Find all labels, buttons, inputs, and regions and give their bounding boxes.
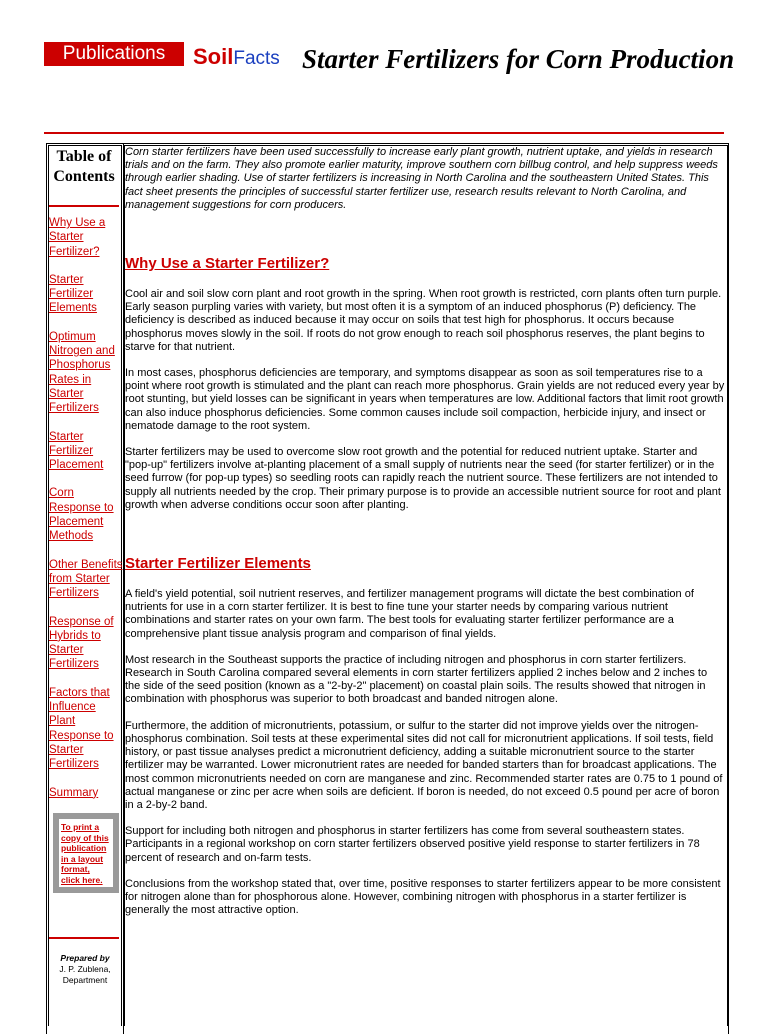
print-box: [53, 813, 119, 893]
toc-link-optimum-rates[interactable]: Optimum Nitrogen and Phosphorus Rates in Starter Fertilizers: [49, 330, 115, 415]
intro-paragraph: Corn starter fertilizers have been used successfully to increase early plant growth, nutrient uptake, and yields in research trials and on the farm. They also promote earlier maturity, improve southern corn billbug control, and help suppress weeds through earlier shading. Use of starter fertilizers is increasing in North Carolina and the southeastern United States. This fact sheet presents the principles of successful starter fertilizer use, research results relevant to North Carolina, and management suggestions for corn producers.: [125, 146, 718, 211]
page-title: Starter Fertilizers for Corn Production: [302, 44, 735, 74]
toc-link-placement[interactable]: Starter Fertilizer Placement: [49, 430, 104, 472]
main-content: [125, 146, 725, 917]
section2-paragraph: Furthermore, the addition of micronutrients, potassium, or sulfur to the starter did not improve yields over the nitrogen-phosphorus combination. Soil tests at these experimental sites did not call for micronutrient applications. If soil tests, field history, or past tissue analyses predict a micronutrient deficiency, adding a suitable micronutrient source to the starter fertilizer may be warranted. Lower micronutrient rates are needed for banded starters than for broadcast applications. The most common micronutrients needed on corn are manganese and zinc. Recommended starter rates are 0.75 to 1 pound of actual manganese or zinc per acre when soils are deficient. If boron is needed, do not exceed 0.5 pound per acre of boron in a 2-by-2 band.: [125, 719, 723, 811]
header-divider: [44, 132, 724, 134]
toc-link-elements[interactable]: Starter Fertilizer Elements: [49, 273, 97, 315]
soilfacts-logo[interactable]: [193, 44, 280, 70]
section2-paragraph: Support for including both nitrogen and phosphorus in starter fertilizers has come from several southeastern states. Participants in a regional workshop on corn starter fertilizers observed positive yield response to starter fertilizers in 78 percent of research and on-farm tests.: [125, 825, 700, 864]
print-link[interactable]: To print a copy of this publication in a layout format, click here.: [59, 819, 113, 887]
section1-paragraph: In most cases, phosphorus deficiencies are temporary, and symptoms disappear as soon as soil temperatures rise to a point where root growth is stimulated and the plant can reach more phosphorus. Grain yields are not reduced every year by root stunting, but yield losses can be significant in years when temperatures are low. Additional factors that limit root growth can also induce phosphorus deficiencies. Some common causes include soil compaction, herbicide injury, and insect or nematode damage to the root system.: [125, 367, 725, 432]
section2-paragraph: Conclusions from the workshop stated that, over time, positive responses to starter fertilizers appear to be more consistent for nitrogen alone than for phosphorous alone. However, combining nitrogen with phosphorus in a starter fertilizer is generally the most attractive option.: [125, 877, 721, 917]
toc-divider-top: [49, 205, 119, 207]
soilfacts-facts: Facts: [233, 48, 280, 69]
toc-link-other-benefits[interactable]: Other Benefits from Starter Fertilizers: [49, 558, 123, 600]
toc-link-summary[interactable]: Summary: [49, 786, 99, 799]
toc-divider-bottom: [49, 937, 119, 939]
toc-link-corn-response[interactable]: Corn Response to Placement Methods: [49, 487, 114, 543]
prepared-name: J. P. Zublena, Department: [59, 964, 111, 985]
toc-link-hybrids[interactable]: Response of Hybrids to Starter Fertilizers: [49, 615, 114, 671]
section1-paragraph: Cool air and soil slow corn plant and root growth in the spring. When root growth is restricted, corn plants often turn purple. Early season purpling varies with variety, but most often it is a symptom of an induced phosphorus (P) deficiency. The deficiency is described as induced because it may occur on soils that test high for phosphorus. It occurs because phosphorus moves slowly in the soil. If roots do not grow enough to reach soil phosphorus reserves, the plant begins to starve for that nutrient.: [125, 288, 722, 353]
section-why-use-heading[interactable]: Why Use a Starter Fertilizer?: [125, 255, 330, 273]
soilfacts-soil: Soil: [193, 44, 234, 69]
toc-link-why-use[interactable]: Why Use a Starter Fertilizer?: [49, 217, 106, 258]
section1-paragraph: Starter fertilizers may be used to overcome slow root growth and the potential for reduced nutrient uptake. Starter and "pop-up" fertilizers involve at-planting placement of a small supply of nutrients near the seed (for starter fertilizer) or in the seed furrow (for pop-up types) so seedling roots can rapidly reach the nutrient source. These fertilizers are not intended to supply all nutrients needed by the crop. Their primary purpose is to provide an accessible nutrient source for root and plant growth when adverse conditions occur soon after planting.: [125, 446, 721, 511]
section2-paragraph: Most research in the Southeast supports the practice of including nitrogen and phosphorus in corn starter fertilizers. Research in South Carolina compared several elements in corn starter fertilizers applied 2 inches below and 2 inches to the side of the seed position (known as a "2-by-2" placement) on coastal plain soils. The results showed that nitrogen in combination with phosphorus was superior to both broadcast and banded nitrogen alone.: [125, 653, 708, 706]
prepared-by: [49, 953, 121, 986]
toc-heading: Table of Contents: [53, 148, 115, 185]
toc-links: [49, 216, 123, 814]
prepared-label: Prepared by: [60, 953, 110, 963]
section2-paragraph: A field's yield potential, soil nutrient reserves, and fertilizer management programs will dictate the best combination of nutrients for use in a corn starter fertilizer. It is best to fine tune your starter needs by comparing various nutrient combinations and starter rates on your own farm. The best tools for evaluating starter fertilizer performance are a comprehensive plant tissue analysis program and comparison of final yields.: [125, 588, 694, 640]
section-elements-heading[interactable]: Starter Fertilizer Elements: [125, 555, 311, 573]
toc-link-factors[interactable]: Factors that Influence Plant Response to Starter Fertilizers: [49, 686, 114, 771]
publications-button[interactable]: Publications: [44, 42, 184, 66]
